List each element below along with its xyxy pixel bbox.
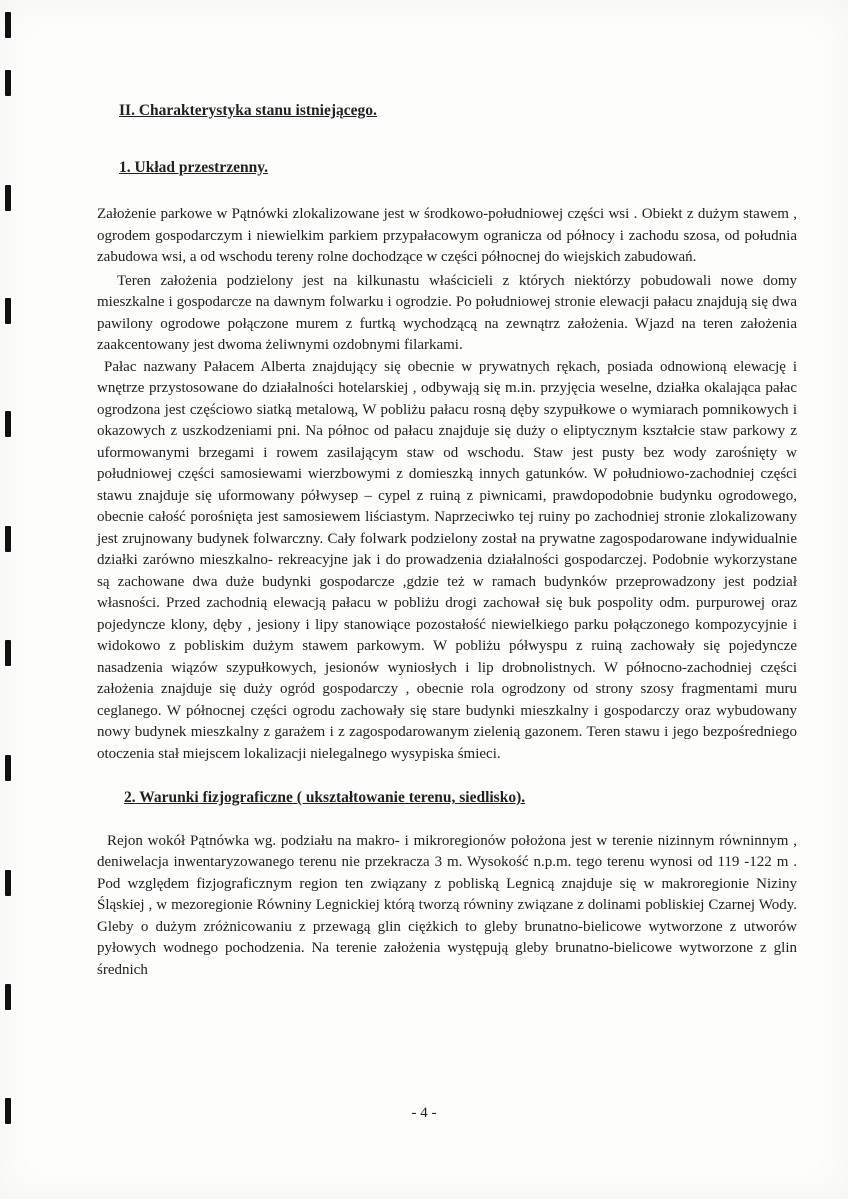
binder-hole-mark [5,70,11,96]
document-body [97,90,797,981]
section-heading-main: II. Charakterystyka stanu istniejącego. [119,102,377,119]
binder-hole-mark [5,298,11,324]
binder-hole-mark [5,640,11,666]
paragraph-palace: Pałac nazwany Pałacem Alberta znajdujący się obecnie w prywatnych rękach, posiada odnowioną elewację i wnętrze przystosowane do działalności hotelarskiej , odbywają się m.in. przyjęcia weselne, działka okalająca pałac ogrodzona jest częściowo siatką metalową, W pobliżu pałacu rosną dęby szypułkowe o wymiarach pomnikowych i okazowych z uszkodzeniami pni. Na północ od pałacu znajduje się duży o eliptycznym kształcie staw parkowy z uformowanymi brzegami i rowem zasilającym staw od wschodu. Staw jest pusty bez wody zarośnięty w południowej części samosiewami wierzbowymi z domieszką innych gatunków. W południowo-zachodniej części stawu znajduje się uformowany półwysep – cypel z ruiną z piwnicami, prawdopodobnie budynku ogrodowego, obecnie całość porośnięta jest samosiewem liściastym. Naprzeciwko tej ruiny po zachodniej stronie zlokalizowany jest zrujnowany budynek folwarczny. Cały folwark podzielony został na prywatne zagospodarowane indywidualnie działki zarówno mieszkalno- rekreacyjne jak i do prowadzenia działalności gospodarczej. Podobnie wykorzystane są zachowane dwa duże budynki gospodarcze ,gdzie też w ramach budynków przeprowadzony jest podział własności. Przed zachodnią elewacją pałacu w pobliżu drogi zachował się buk pospolity odm. purpurowej oraz pojedyncze klony, dęby , jesiony i lipy stanowiące pozostałość niewielkiego parku połączonego kompozycyjnie i widokowo z pobliskim dużym stawem parkowym. W pobliżu półwyspu z ruiną zachowały się pojedyncze nasadzenia wiązów szypułkowych, jesionów wyniosłych i lip drobnolistnych. W północno-zachodniej części założenia znajduje się duży ogród gospodarczy , obecnie rola ogrodzony od strony szosy fragmentami muru ceglanego. W północnej części ogrodu zachowały się stare budynki mieszkalny i gospodarczy oraz wybudowany nowy budynek mieszkalny z garażem i z zagospodarowanym zielenią gazonem. Teren stawu i jego bezpośredniego otoczenia stał miejscem lokalizacji nielegalnego wysypiska śmieci. [97,358,797,762]
section-heading-layout: 1. Układ przestrzenny. [119,158,268,176]
paragraph-location: Założenie parkowe w Pątnówki zlokalizowane jest w środkowo-południowej części wsi . Obiekt z dużym stawem , ogrodem gospodarczym i niewielkim parkiem przypałacowym ogranicza od północy i zachodu szosa, od południa zabudowa wsi, a od wschodu tereny rolne dochodzące w części północnej do wiejskich zabudowań. [97,206,797,265]
binder-hole-mark [5,984,11,1010]
binder-hole-mark [5,870,11,896]
paragraph-terrain: Rejon wokół Pątnówka wg. podziału na makro- i mikroregionów położona jest w terenie nizinnym równinnym , deniwelacja inwentaryzowanego terenu nie przekracza 3 m. Wysokość n.p.m. tego terenu wynosi od 119 -122 m . Pod względem fizjograficznym region ten związany z pobliską Legnicą znajduje się w makroregionie Niziny Śląskiej , w mezoregionie Równiny Legnickiej którą tworzą równiny związane z dolinami pobliskiej Czarnej Wody. Gleby o dużym zróżnicowaniu z przewagą glin ciężkich to gleby brunatno-bielicowe wytworzone z utworów pyłowych wodnego pochodzenia. Na terenie założenia występują gleby brunatno-bielicowe wytworzone z glin średnich [97,832,797,978]
section-heading-physiography: 2. Warunki fizjograficzne ( ukształtowanie terenu, siedlisko). [124,789,526,806]
binder-hole-mark [5,185,11,211]
binder-hole-mark [5,755,11,781]
binder-hole-mark [5,411,11,437]
paragraph-ownership: Teren założenia podzielony jest na kilkunastu właścicieli z których niektórzy pobudowali nowe domy mieszkalne i gospodarcze na dawnym folwarku i ogrodzie. Po południowej stronie elewacji pałacu znajdują się dwa pawilony ogrodowe połączone murem z furtką wychodzącą na zewnątrz założenia. Wjazd na teren założenia zaakcentowany jest dwoma żeliwnymi ozdobnymi filarkami. [97,272,797,353]
binder-hole-mark [5,12,11,38]
page-number: - 4 - [411,1105,437,1121]
binder-hole-mark [5,526,11,552]
